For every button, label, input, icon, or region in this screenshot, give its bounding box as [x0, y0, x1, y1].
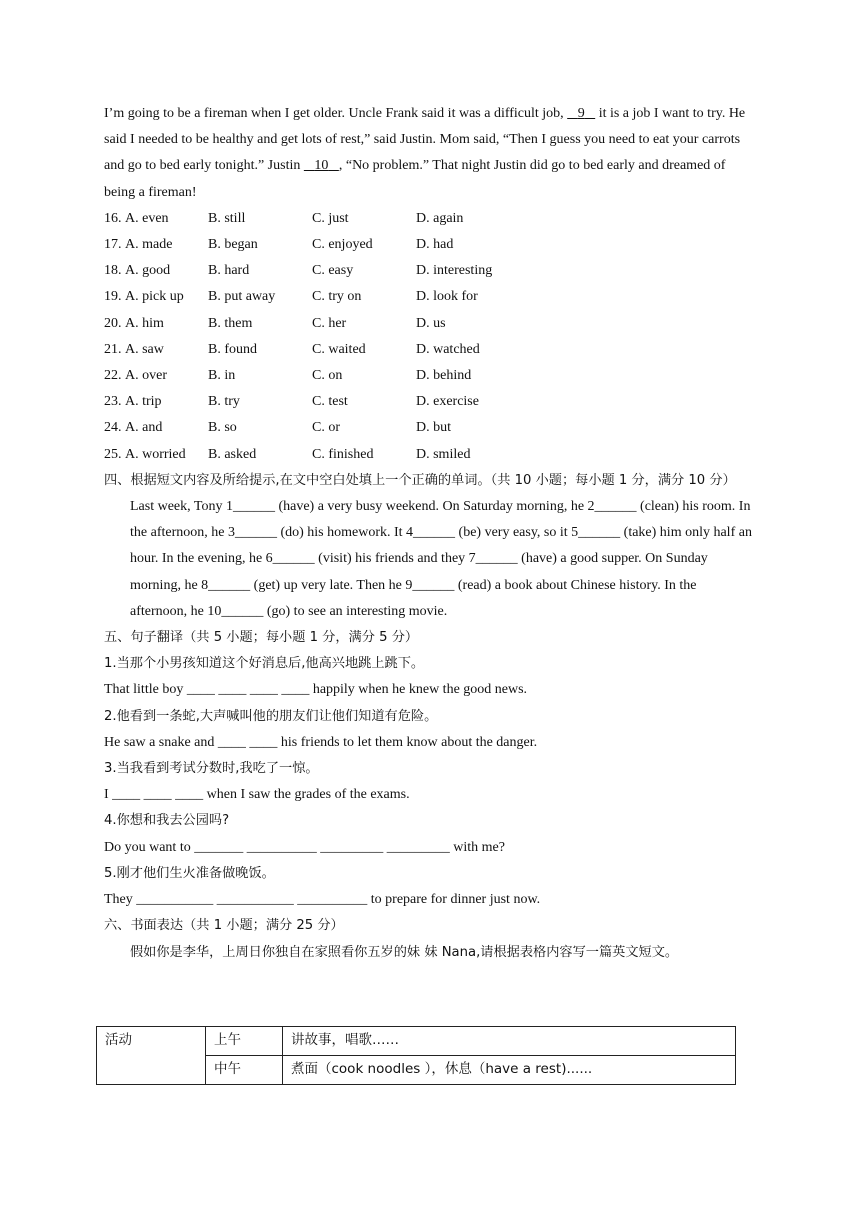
option-c: C. try on	[312, 289, 362, 305]
option-c: C. on	[312, 368, 343, 384]
option-d: D. exercise	[416, 394, 479, 410]
option-row	[104, 389, 754, 415]
section-4-heading: 四、根据短文内容及所给提示,在文中空白处填上一个正确的单词。（共 10 小题；每小题 1 分，满分 10 分）	[104, 472, 736, 488]
translation-prompt: 3.当我看到考试分数时,我吃了一惊。	[104, 761, 319, 777]
section-4-passage: Last week, Tony 1______ (have) a very busy weekend. On Saturday morning, he 2______ (clean) his room. In the afternoon, he 3______ (do) his homework. It 4______ (be) very easy, so it 5______ (take) him only half an hour. In the evening, he 6______ (visit) his friends and they 7______ (have) a good supper. On Sunday morning, he 8______ (get) up very late. Then he 9______ (read) a book about Chinese history. In the afternoon, he 10______ (go) to see an interesting movie.	[130, 499, 752, 619]
option-a: 21. A. saw	[104, 341, 164, 357]
translation-prompt: 2.他看到一条蛇,大声喊叫他的朋友们让他们知道有危险。	[104, 708, 438, 724]
writing-prompt: 假如你是李华，上周日你独自在家照看你五岁的妹 妹 Nana,请根据表格内容写一篇英文短文。	[130, 944, 679, 960]
option-c: C. finished	[312, 446, 374, 462]
option-row	[104, 206, 754, 232]
option-b: B. in	[208, 368, 236, 384]
option-a: 19. A. pick up	[104, 289, 184, 305]
option-b: B. hard	[208, 263, 250, 279]
option-a: 18. A. good	[104, 263, 171, 279]
option-row	[104, 258, 754, 284]
passage-text: , “No problem.” That night Justin did go to bed early and dreamed of being a fireman!	[104, 158, 726, 200]
option-row	[104, 232, 754, 258]
option-a: 16. A. even	[104, 210, 169, 226]
option-d: D. had	[416, 237, 454, 253]
option-d: D. smiled	[416, 446, 471, 462]
option-row	[104, 442, 754, 468]
option-row	[104, 415, 754, 441]
translation-prompt: 4.你想和我去公园吗?	[104, 813, 230, 829]
option-row	[104, 311, 754, 337]
option-c: C. just	[312, 210, 349, 226]
option-a: 24. A. and	[104, 420, 163, 436]
option-d: D. watched	[416, 341, 480, 357]
option-a: 20. A. him	[104, 315, 164, 331]
translation-answer: I ____ ____ ____ when I saw the grades of the exams.	[104, 787, 410, 803]
translation-prompt: 5.刚才他们生火准备做晚饭。	[104, 865, 275, 881]
option-d: D. but	[416, 420, 451, 436]
activity-table	[96, 1026, 736, 1085]
passage-ending	[104, 101, 754, 206]
translation-answer: They ___________ ___________ __________ to prepare for dinner just now.	[104, 892, 541, 908]
option-b: B. so	[208, 420, 237, 436]
option-b: B. still	[208, 210, 246, 226]
option-a: 17. A. made	[104, 237, 173, 253]
table-label-cell: 活动	[97, 1027, 206, 1085]
option-d: D. behind	[416, 368, 472, 384]
table-row	[97, 1027, 736, 1056]
table-time-cell: 中午	[206, 1056, 283, 1085]
table-content-cell: 煮面（cook noodles ），休息（have a rest)......	[283, 1056, 736, 1085]
translation-answer: He saw a snake and ____ ____ his friends to let them know about the danger.	[104, 734, 538, 750]
option-a: 23. A. trip	[104, 394, 162, 410]
table-content-cell: 讲故事，唱歌……	[283, 1027, 736, 1056]
option-a: 25. A. worried	[104, 446, 186, 462]
option-b: B. began	[208, 237, 258, 253]
option-d: D. look for	[416, 289, 478, 305]
passage-text: it is a job I want to try. He said I needed to be healthy and get lots of rest,” said Justin. Mom said, “Then I guess you need to eat your carrots and go to bed early tonight.” Justin	[104, 106, 746, 174]
translation-answer: That little boy ____ ____ ____ ____ happily when he knew the good news.	[104, 682, 528, 698]
option-d: D. interesting	[416, 263, 493, 279]
option-b: B. them	[208, 315, 253, 331]
option-b: B. asked	[208, 446, 257, 462]
option-row	[104, 363, 754, 389]
section-6-heading: 六、书面表达（共 1 小题；满分 25 分）	[104, 918, 344, 934]
option-a: 22. A. over	[104, 368, 167, 384]
option-c: C. test	[312, 394, 348, 410]
section-5-heading: 五、句子翻译（共 5 小题；每小题 1 分，满分 5 分）	[104, 630, 419, 646]
option-b: B. put away	[208, 289, 276, 305]
option-b: B. try	[208, 394, 240, 410]
translation-prompt: 1.当那个小男孩知道这个好消息后,他高兴地跳上跳下。	[104, 656, 425, 672]
document-page	[104, 101, 754, 966]
option-row	[104, 284, 754, 310]
option-b: B. found	[208, 341, 257, 357]
translation-answer: Do you want to _______ __________ _________ _________ with me?	[104, 839, 505, 855]
option-c: C. enjoyed	[312, 237, 373, 253]
blank-10: 10	[314, 158, 329, 174]
option-row	[104, 337, 754, 363]
option-c: C. easy	[312, 263, 354, 279]
option-d: D. us	[416, 315, 446, 331]
passage-text: I’m going to be a fireman when I get older. Uncle Frank said it was a difficult job,	[104, 106, 568, 121]
table-time-cell: 上午	[206, 1027, 283, 1056]
options-list	[104, 206, 754, 468]
blank-9: 9	[577, 106, 585, 121]
option-c: C. waited	[312, 341, 366, 357]
option-c: C. her	[312, 315, 347, 331]
option-c: C. or	[312, 420, 340, 436]
option-d: D. again	[416, 210, 464, 226]
